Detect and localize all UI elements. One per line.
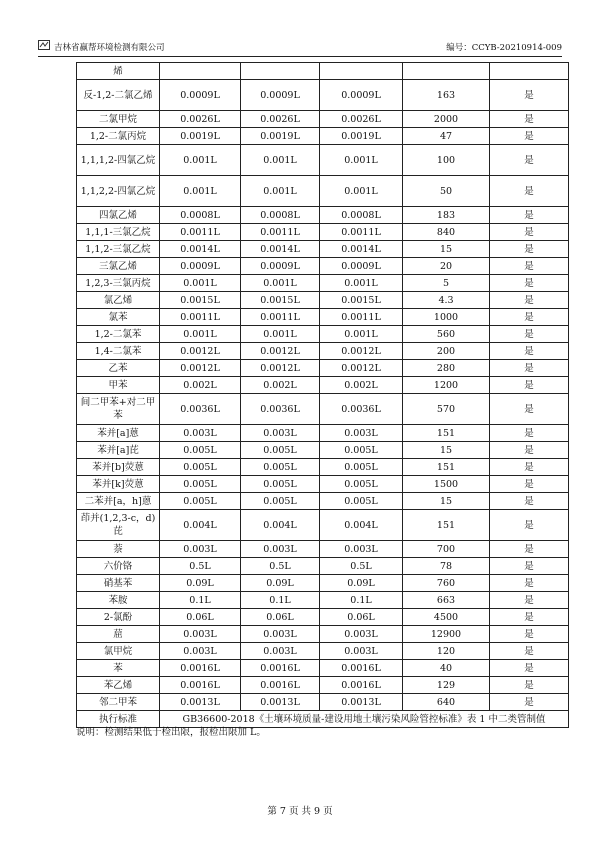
result-1-cell: 0.005L (160, 476, 241, 493)
result-1-cell: 0.06L (160, 609, 241, 626)
compliance-cell: 是 (490, 145, 569, 176)
pollutant-name-cell: 苯并[b]荧蒽 (77, 459, 160, 476)
compliance-cell: 是 (490, 558, 569, 575)
pollutant-name-cell: 1,1,2,2-四氯乙烷 (77, 176, 160, 207)
table-row (77, 207, 569, 224)
limit-value-cell: 4.3 (403, 292, 490, 309)
pollutant-name-cell: 1,1,2-三氯乙烷 (77, 241, 160, 258)
result-1-cell: 0.0036L (160, 394, 241, 425)
result-1-cell: 0.09L (160, 575, 241, 592)
result-1-cell: 0.0019L (160, 128, 241, 145)
result-2-cell: 0.002L (241, 377, 320, 394)
result-3-cell: 0.0016L (320, 660, 403, 677)
result-3-cell: 0.001L (320, 326, 403, 343)
result-1-cell: 0.001L (160, 176, 241, 207)
limit-value-cell: 47 (403, 128, 490, 145)
table-row (77, 476, 569, 493)
result-2-cell: 0.005L (241, 493, 320, 510)
table-row (77, 224, 569, 241)
table-row (77, 111, 569, 128)
pollutant-name-cell: 氯甲烷 (77, 643, 160, 660)
page-header (38, 38, 562, 57)
table-row (77, 425, 569, 442)
result-3-cell: 0.0036L (320, 394, 403, 425)
result-1-cell: 0.003L (160, 425, 241, 442)
result-3-cell: 0.0011L (320, 309, 403, 326)
result-3-cell: 0.0012L (320, 343, 403, 360)
compliance-cell: 是 (490, 258, 569, 275)
result-2-cell: 0.001L (241, 326, 320, 343)
table-row (77, 309, 569, 326)
pollutant-name-cell: 反-1,2-二氯乙烯 (77, 80, 160, 111)
result-3-cell: 0.001L (320, 145, 403, 176)
pollutant-name-cell: 1,4-二氯苯 (77, 343, 160, 360)
table-row (77, 626, 569, 643)
report-number-label: 编号： (446, 43, 472, 53)
limit-value-cell: 4500 (403, 609, 490, 626)
compliance-cell: 是 (490, 476, 569, 493)
company-logo-icon (38, 40, 50, 50)
compliance-cell: 是 (490, 224, 569, 241)
result-2-cell: 0.1L (241, 592, 320, 609)
result-3-cell: 0.06L (320, 609, 403, 626)
result-3-cell: 0.005L (320, 442, 403, 459)
result-3-cell: 0.0026L (320, 111, 403, 128)
result-1-cell: 0.0009L (160, 80, 241, 111)
result-2-cell: 0.0012L (241, 343, 320, 360)
result-2-cell (241, 63, 320, 80)
pollutant-name-cell: 苯并[a]芘 (77, 442, 160, 459)
pollutant-name-cell: 茚并(1,2,3-c，d)芘 (77, 510, 160, 541)
compliance-cell: 是 (490, 459, 569, 476)
result-3-cell: 0.001L (320, 176, 403, 207)
limit-value-cell: 40 (403, 660, 490, 677)
compliance-cell: 是 (490, 275, 569, 292)
result-3-cell: 0.0011L (320, 224, 403, 241)
result-3-cell: 0.0015L (320, 292, 403, 309)
compliance-cell: 是 (490, 111, 569, 128)
result-1-cell: 0.0011L (160, 224, 241, 241)
table-row (77, 292, 569, 309)
pollutant-name-cell: 1,1,1-三氯乙烷 (77, 224, 160, 241)
table-row (77, 394, 569, 425)
result-2-cell: 0.005L (241, 459, 320, 476)
limit-value-cell: 570 (403, 394, 490, 425)
result-3-cell: 0.1L (320, 592, 403, 609)
result-1-cell: 0.0009L (160, 258, 241, 275)
table-row (77, 377, 569, 394)
compliance-cell: 是 (490, 326, 569, 343)
result-2-cell: 0.0026L (241, 111, 320, 128)
result-3-cell: 0.003L (320, 643, 403, 660)
result-1-cell: 0.001L (160, 326, 241, 343)
compliance-cell: 是 (490, 292, 569, 309)
compliance-cell: 是 (490, 541, 569, 558)
result-3-cell: 0.002L (320, 377, 403, 394)
result-2-cell: 0.0009L (241, 80, 320, 111)
limit-value-cell: 163 (403, 80, 490, 111)
limit-value-cell: 15 (403, 493, 490, 510)
compliance-cell (490, 63, 569, 80)
result-1-cell: 0.0012L (160, 343, 241, 360)
limit-value-cell: 560 (403, 326, 490, 343)
result-3-cell: 0.0009L (320, 258, 403, 275)
limit-value-cell: 15 (403, 241, 490, 258)
result-1-cell: 0.0011L (160, 309, 241, 326)
pollutant-name-cell: 1,2,3-三氯丙烷 (77, 275, 160, 292)
compliance-cell: 是 (490, 660, 569, 677)
report-number-value: CCYB-20210914-009 (471, 43, 562, 53)
result-2-cell: 0.0016L (241, 677, 320, 694)
compliance-cell: 是 (490, 575, 569, 592)
limit-value-cell: 2000 (403, 111, 490, 128)
result-2-cell: 0.0014L (241, 241, 320, 258)
result-1-cell: 0.0015L (160, 292, 241, 309)
pollutant-name-cell: 苯并[a]蒽 (77, 425, 160, 442)
result-1-cell: 0.0016L (160, 660, 241, 677)
result-1-cell: 0.005L (160, 493, 241, 510)
pollutant-name-cell: 氯乙烯 (77, 292, 160, 309)
compliance-cell: 是 (490, 442, 569, 459)
result-2-cell: 0.003L (241, 541, 320, 558)
limit-value-cell: 280 (403, 360, 490, 377)
result-1-cell: 0.001L (160, 275, 241, 292)
result-1-cell: 0.1L (160, 592, 241, 609)
result-2-cell: 0.003L (241, 643, 320, 660)
compliance-cell: 是 (490, 176, 569, 207)
standard-text: GB36600-2018《土壤环境质量-建设用地土壤污染风险管控标准》表 1 中二类管制值 (160, 711, 569, 728)
compliance-cell: 是 (490, 128, 569, 145)
table-row (77, 643, 569, 660)
result-3-cell: 0.0014L (320, 241, 403, 258)
compliance-cell: 是 (490, 241, 569, 258)
compliance-cell: 是 (490, 510, 569, 541)
result-2-cell: 0.5L (241, 558, 320, 575)
table-row (77, 145, 569, 176)
result-3-cell: 0.005L (320, 493, 403, 510)
results-table (76, 62, 569, 728)
limit-value-cell: 663 (403, 592, 490, 609)
result-1-cell: 0.5L (160, 558, 241, 575)
result-2-cell: 0.0036L (241, 394, 320, 425)
result-3-cell: 0.003L (320, 626, 403, 643)
limit-value-cell: 151 (403, 425, 490, 442)
note: 说明：检测结果低于检出限，报检出限加 L。 (76, 727, 266, 738)
compliance-cell: 是 (490, 592, 569, 609)
result-2-cell: 0.004L (241, 510, 320, 541)
result-3-cell: 0.003L (320, 541, 403, 558)
compliance-cell: 是 (490, 377, 569, 394)
standard-label: 执行标准 (77, 711, 160, 728)
table-row (77, 493, 569, 510)
result-3-cell: 0.0012L (320, 360, 403, 377)
pollutant-name-cell: 三氯乙烯 (77, 258, 160, 275)
limit-value-cell: 1500 (403, 476, 490, 493)
table-row (77, 326, 569, 343)
pollutant-name-cell: 1,2-二氯苯 (77, 326, 160, 343)
result-1-cell: 0.004L (160, 510, 241, 541)
table-row (77, 128, 569, 145)
result-3-cell: 0.0016L (320, 677, 403, 694)
pollutant-name-cell: 邻二甲苯 (77, 694, 160, 711)
limit-value-cell: 20 (403, 258, 490, 275)
result-1-cell: 0.0012L (160, 360, 241, 377)
pollutant-name-cell: 二氯甲烷 (77, 111, 160, 128)
result-1-cell: 0.0013L (160, 694, 241, 711)
table-row (77, 258, 569, 275)
limit-value-cell: 840 (403, 224, 490, 241)
table-row (77, 241, 569, 258)
result-3-cell: 0.005L (320, 459, 403, 476)
table-row (77, 343, 569, 360)
limit-value-cell: 200 (403, 343, 490, 360)
result-2-cell: 0.0012L (241, 360, 320, 377)
compliance-cell: 是 (490, 394, 569, 425)
compliance-cell: 是 (490, 694, 569, 711)
result-3-cell: 0.003L (320, 425, 403, 442)
result-3-cell: 0.0019L (320, 128, 403, 145)
pollutant-name-cell: 二苯并[a，h]蒽 (77, 493, 160, 510)
table-row (77, 360, 569, 377)
pollutant-name-cell: 苯 (77, 660, 160, 677)
pollutant-name-cell: 1,1,1,2-四氯乙烷 (77, 145, 160, 176)
result-3-cell: 0.0009L (320, 80, 403, 111)
pollutant-name-cell: 六价铬 (77, 558, 160, 575)
compliance-cell: 是 (490, 360, 569, 377)
result-3-cell: 0.004L (320, 510, 403, 541)
page-number: 第 7 页 共 9 页 (267, 806, 333, 817)
compliance-cell: 是 (490, 609, 569, 626)
result-2-cell: 0.0015L (241, 292, 320, 309)
result-2-cell: 0.0016L (241, 660, 320, 677)
limit-value-cell: 760 (403, 575, 490, 592)
compliance-cell: 是 (490, 493, 569, 510)
result-2-cell: 0.06L (241, 609, 320, 626)
pollutant-name-cell: 苯胺 (77, 592, 160, 609)
pollutant-name-cell: 苯乙烯 (77, 677, 160, 694)
result-3-cell: 0.0013L (320, 694, 403, 711)
result-1-cell: 0.0008L (160, 207, 241, 224)
pollutant-name-cell: 氯苯 (77, 309, 160, 326)
limit-value-cell: 12900 (403, 626, 490, 643)
result-1-cell: 0.0014L (160, 241, 241, 258)
table-row (77, 592, 569, 609)
result-2-cell: 0.0008L (241, 207, 320, 224)
result-1-cell: 0.001L (160, 145, 241, 176)
pollutant-name-cell: 硝基苯 (77, 575, 160, 592)
result-1-cell: 0.003L (160, 541, 241, 558)
limit-value-cell: 183 (403, 207, 490, 224)
compliance-cell: 是 (490, 643, 569, 660)
compliance-cell: 是 (490, 425, 569, 442)
result-3-cell: 0.001L (320, 275, 403, 292)
limit-value-cell: 1000 (403, 309, 490, 326)
table-row (77, 660, 569, 677)
result-1-cell: 0.005L (160, 459, 241, 476)
limit-value-cell: 151 (403, 459, 490, 476)
result-2-cell: 0.001L (241, 145, 320, 176)
table-row (77, 575, 569, 592)
table-row (77, 459, 569, 476)
pollutant-name-cell: 甲苯 (77, 377, 160, 394)
table-row (77, 541, 569, 558)
table-row (77, 80, 569, 111)
result-2-cell: 0.005L (241, 476, 320, 493)
table-row (77, 510, 569, 541)
result-3-cell (320, 63, 403, 80)
pollutant-name-cell: 苯并[k]荧蒽 (77, 476, 160, 493)
result-2-cell: 0.0011L (241, 309, 320, 326)
result-1-cell: 0.0016L (160, 677, 241, 694)
limit-value-cell: 5 (403, 275, 490, 292)
result-2-cell: 0.0013L (241, 694, 320, 711)
compliance-cell: 是 (490, 80, 569, 111)
pollutant-name-cell: 四氯乙烯 (77, 207, 160, 224)
pollutant-name-cell: 萘 (77, 541, 160, 558)
pollutant-name-cell: 间二甲苯+对二甲苯 (77, 394, 160, 425)
result-3-cell: 0.5L (320, 558, 403, 575)
table-row (77, 694, 569, 711)
report-number (446, 41, 562, 53)
result-2-cell: 0.001L (241, 275, 320, 292)
result-1-cell (160, 63, 241, 80)
table-row (77, 176, 569, 207)
limit-value-cell (403, 63, 490, 80)
compliance-cell: 是 (490, 626, 569, 643)
limit-value-cell: 15 (403, 442, 490, 459)
table-row (77, 442, 569, 459)
compliance-cell: 是 (490, 677, 569, 694)
result-1-cell: 0.0026L (160, 111, 241, 128)
limit-value-cell: 100 (403, 145, 490, 176)
result-2-cell: 0.003L (241, 425, 320, 442)
table-row (77, 609, 569, 626)
limit-value-cell: 129 (403, 677, 490, 694)
result-2-cell: 0.005L (241, 442, 320, 459)
limit-value-cell: 640 (403, 694, 490, 711)
result-3-cell: 0.09L (320, 575, 403, 592)
result-3-cell: 0.005L (320, 476, 403, 493)
result-2-cell: 0.003L (241, 626, 320, 643)
table-row (77, 275, 569, 292)
compliance-cell: 是 (490, 207, 569, 224)
pollutant-name-cell: 1,2-二氯丙烷 (77, 128, 160, 145)
result-1-cell: 0.005L (160, 442, 241, 459)
table-row (77, 558, 569, 575)
limit-value-cell: 50 (403, 176, 490, 207)
pollutant-name-cell: 烯 (77, 63, 160, 80)
results-table-body (77, 63, 569, 728)
limit-value-cell: 1200 (403, 377, 490, 394)
result-2-cell: 0.001L (241, 176, 320, 207)
compliance-cell: 是 (490, 343, 569, 360)
pollutant-name-cell: 䓛 (77, 626, 160, 643)
limit-value-cell: 78 (403, 558, 490, 575)
pollutant-name-cell: 2-氯酚 (77, 609, 160, 626)
compliance-cell: 是 (490, 309, 569, 326)
result-1-cell: 0.003L (160, 643, 241, 660)
limit-value-cell: 151 (403, 510, 490, 541)
pollutant-name-cell: 乙苯 (77, 360, 160, 377)
result-1-cell: 0.003L (160, 626, 241, 643)
result-3-cell: 0.0008L (320, 207, 403, 224)
limit-value-cell: 120 (403, 643, 490, 660)
result-2-cell: 0.09L (241, 575, 320, 592)
company-name: 吉林省赢帮环境检测有限公司 (54, 43, 165, 53)
result-1-cell: 0.002L (160, 377, 241, 394)
result-2-cell: 0.0011L (241, 224, 320, 241)
limit-value-cell: 700 (403, 541, 490, 558)
table-row (77, 677, 569, 694)
result-2-cell: 0.0019L (241, 128, 320, 145)
table-row (77, 63, 569, 80)
result-2-cell: 0.0009L (241, 258, 320, 275)
